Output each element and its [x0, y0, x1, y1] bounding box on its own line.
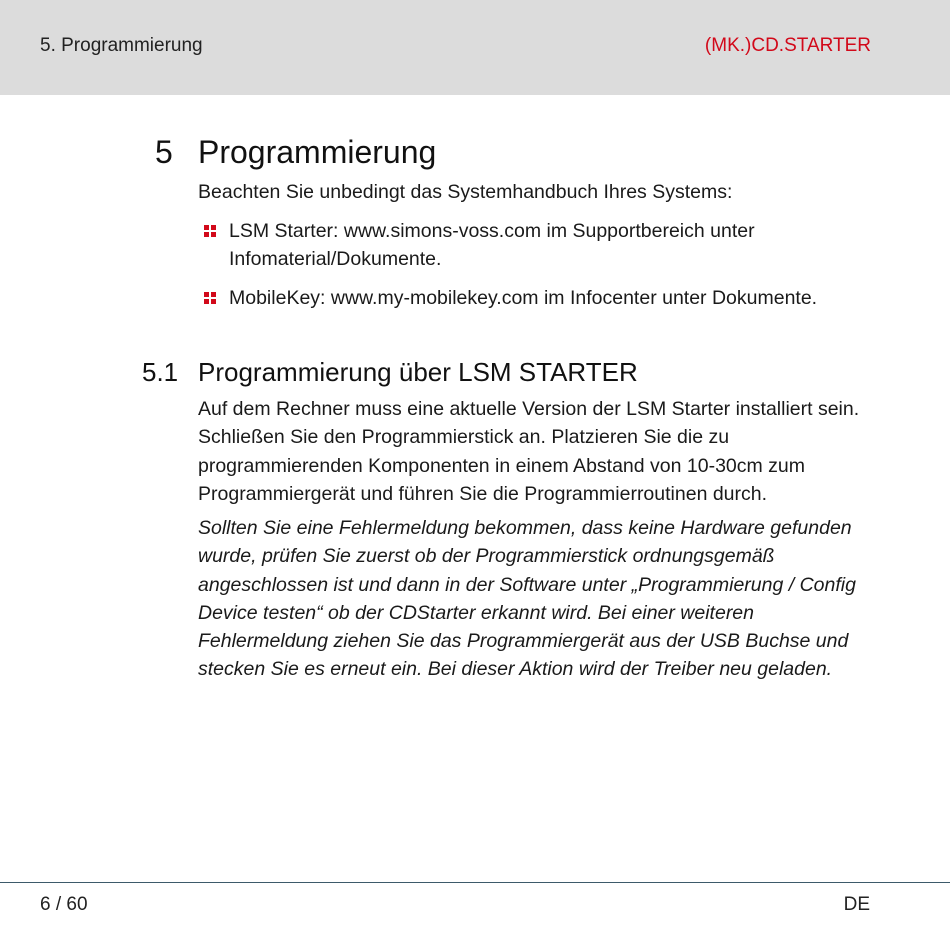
- footer-divider: [0, 882, 950, 883]
- page-header: [0, 0, 950, 95]
- square-bullet-icon: [204, 225, 216, 237]
- chapter-intro: Beachten Sie unbedingt das Systemhandbuch Ihres Systems:: [198, 181, 733, 203]
- section-number: 5.1: [142, 357, 179, 387]
- language-label: DE: [843, 894, 870, 915]
- list-item-text: LSM Starter: www.simons-voss.com im Supportbereich unter Infomaterial/Dokumente.: [229, 220, 755, 271]
- section-body: Auf dem Rechner muss eine aktuelle Version der LSM Starter installiert sein. Schließen Sie den Programmierstick an. Platzieren Sie die zu programmierenden Komponenten in einem Abstand von 10-30cm zum Programmiergerät und führen Sie die Programmierroutinen durch.: [198, 398, 860, 505]
- list-item-text: MobileKey: www.my-mobilekey.com im Infocenter unter Dokumente.: [229, 287, 818, 309]
- square-bullet-icon: [204, 292, 216, 304]
- header-section-label: 5. Programmierung: [40, 35, 203, 56]
- page-number: 6 / 60: [40, 894, 88, 915]
- chapter-number: 5: [155, 134, 173, 170]
- header-product-label: (MK.)CD.STARTER: [704, 35, 871, 56]
- chapter-title: Programmierung: [198, 134, 437, 170]
- section-title: Programmierung über LSM STARTER: [198, 357, 638, 387]
- section-note: Sollten Sie eine Fehlermeldung bekommen, dass keine Hardware gefunden wurde, prüfen Sie zuerst ob der Programmierstick ordnungsgemäß angeschlossen ist und dann in der Software unter „Programmierung / Config Device testen“ ob der CDStarter erkannt wird. Bei einer weiteren Fehlermeldung ziehen Sie das Programmiergerät aus der USB Buchse und stecken Sie es erneut ein. Bei dieser Aktion wird der Treiber neu geladen.: [198, 517, 856, 681]
